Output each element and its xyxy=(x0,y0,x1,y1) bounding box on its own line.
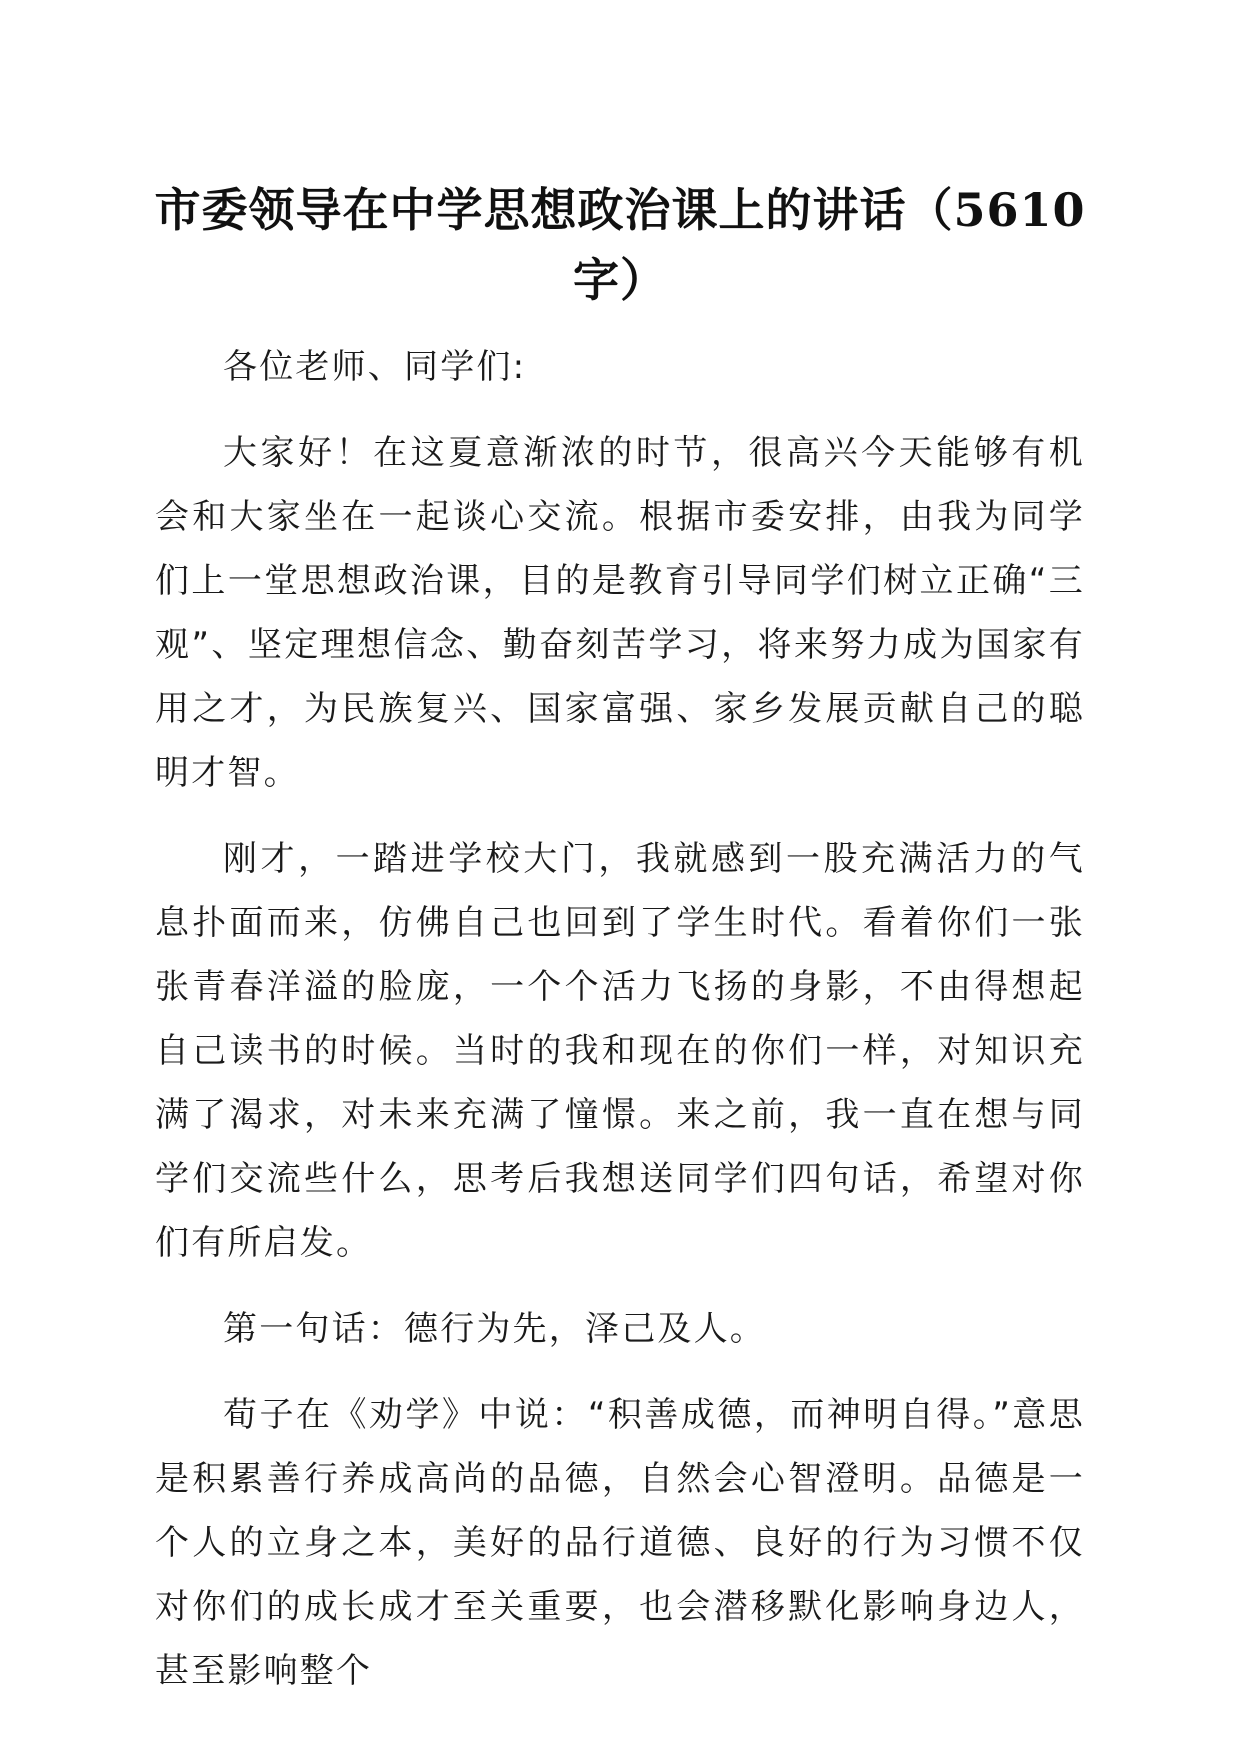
salutation-paragraph: 各位老师、同学们: xyxy=(223,347,527,387)
document-body xyxy=(155,335,1085,1725)
section-heading-paragraph: 第一句话：德行为先，泽己及人。 xyxy=(223,1309,766,1349)
body-paragraph: 刚才，一踏进学校大门，我就感到一股充满活力的气息扑面而来，仿佛自己也回到了学生时代。看着你们一张张青春洋溢的脸庞，一个个活力飞扬的身影，不由得想起自己读书的时候。当时的我和现在的你们一样，对知识充满了渴求，对未来充满了憧憬。来之前，我一直在想与同学们交流些什么，思考后我想送同学们四句话，希望对你们有所启发。 xyxy=(155,839,1085,1263)
body-paragraph: 荀子在《劝学》中说：“积善成德，而神明自得。”意思是积累善行养成高尚的品德，自然会心智澄明。品德是一个人的立身之本，美好的品行道德、良好的行为习惯不仅对你们的成长成才至关重要，也会潜移默化影响身边人，甚至影响整个 xyxy=(155,1395,1085,1691)
body-paragraph: 大家好！在这夏意渐浓的时节，很高兴今天能够有机会和大家坐在一起谈心交流。根据市委安排，由我为同学们上一堂思想政治课，目的是教育引导同学们树立正确“三观”、坚定理想信念、勤奋刻苦学习，将来努力成为国家有用之才，为民族复兴、国家富强、家乡发展贡献自己的聪明才智。 xyxy=(155,433,1085,793)
document-title: 市委领导在中学思想政治课上的讲话（5610字） xyxy=(154,183,1086,307)
